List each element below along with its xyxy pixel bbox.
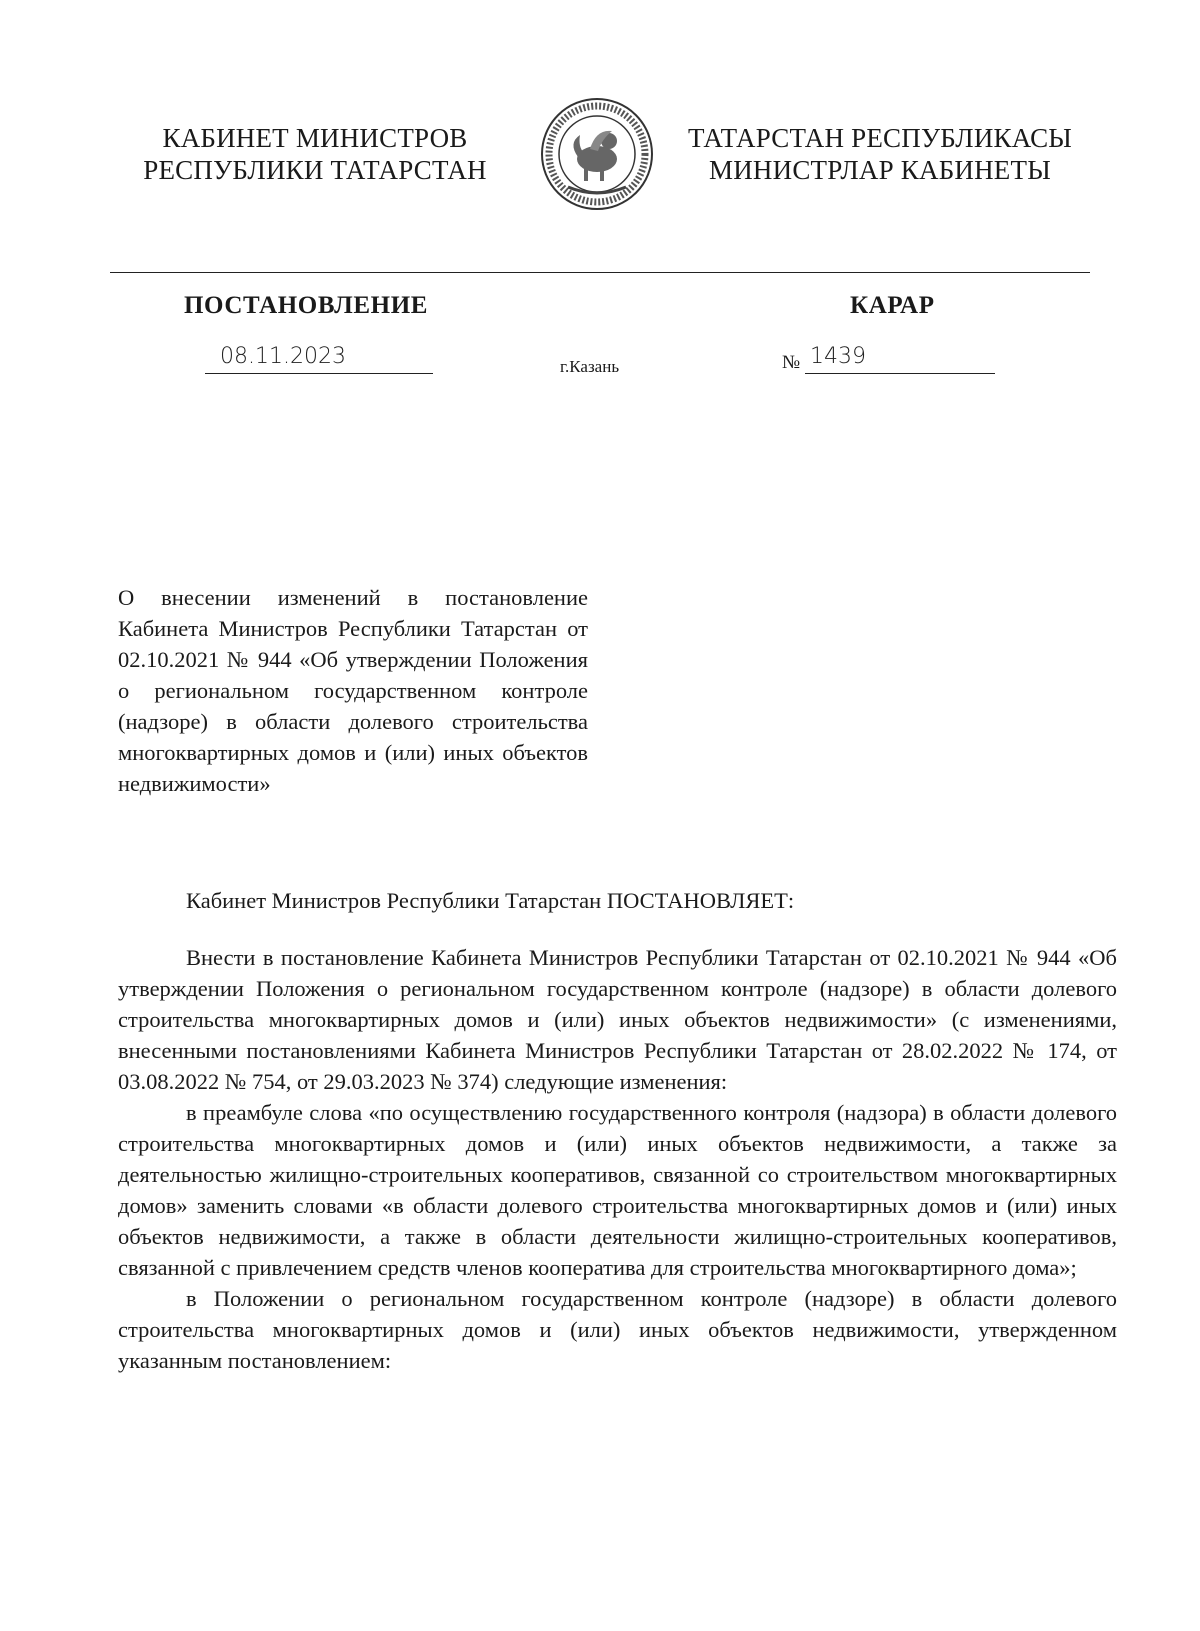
issuer-line: РЕСПУБЛИКИ ТАТАРСТАН xyxy=(143,155,487,185)
issue-city: г.Казань xyxy=(560,357,620,376)
document-number: 1439 xyxy=(810,344,866,369)
issuer-name-russian xyxy=(130,122,500,186)
issuer-name-tatar xyxy=(680,122,1080,186)
document-type-tatar: КАРАР xyxy=(850,292,935,319)
issuer-line: КАБИНЕТ МИНИСТРОВ xyxy=(162,123,468,153)
coat-of-arms-icon xyxy=(538,95,656,213)
number-underline xyxy=(805,373,995,374)
document-type-russian: ПОСТАНОВЛЕНИЕ xyxy=(184,292,429,319)
document-date: 08.11.2023 xyxy=(220,344,346,369)
document-subject: О внесении изменений в постановление Кабинета Министров Республики Татарстан от 02.10.2021 № 944 «Об утверждении Положения о региональном государственном контроле (надзоре) в области долевого строительства многоквартирных домов и (или) иных объектов недвижимости» xyxy=(118,585,588,796)
body-paragraph: Внести в постановление Кабинета Министров Республики Татарстан от 02.10.2021 № 944 «Об утверждении Положения о региональном государственном контроле (надзоре) в области долевого строительства многоквартирных домов и (или) иных объектов недвижимости» (с изменениями, внесенными постановлениями Кабинета Министров Республики Татарстан от 28.02.2022 № 174, от 03.08.2022 № 754, от 29.03.2023 № 374) следующие изменения: xyxy=(118,945,1117,1094)
body-paragraph: в преамбуле слова «по осуществлению государственного контроля (надзора) в области долевого строительства многоквартирных домов и (или) иных объектов недвижимости, а также за деятельностью жилищно-строительных кооперативов, связанной со строительством многоквартирных домов» заменить словами «в области долевого строительства многоквартирных домов и (или) иных объектов недвижимости, а также в области деятельности жилищно-строительных кооперативов, связанной с привлечением средств членов кооператива для строительства многоквартирного дома»; xyxy=(118,1100,1117,1280)
document-body xyxy=(118,942,1117,1376)
number-label: № xyxy=(782,352,801,373)
date-underline xyxy=(205,373,433,374)
preamble: Кабинет Министров Республики Татарстан ПОСТАНОВЛЯЕТ: xyxy=(186,888,795,913)
issuer-line: МИНИСТРЛАР КАБИНЕТЫ xyxy=(709,155,1051,185)
header-divider xyxy=(110,272,1090,273)
body-paragraph: в Положении о региональном государственном контроле (надзоре) в области долевого строительства многоквартирных домов и (или) иных объектов недвижимости, утвержденном указанным постановлением: xyxy=(118,1286,1117,1373)
issuer-line: ТАТАРСТАН РЕСПУБЛИКАСЫ xyxy=(687,123,1073,153)
